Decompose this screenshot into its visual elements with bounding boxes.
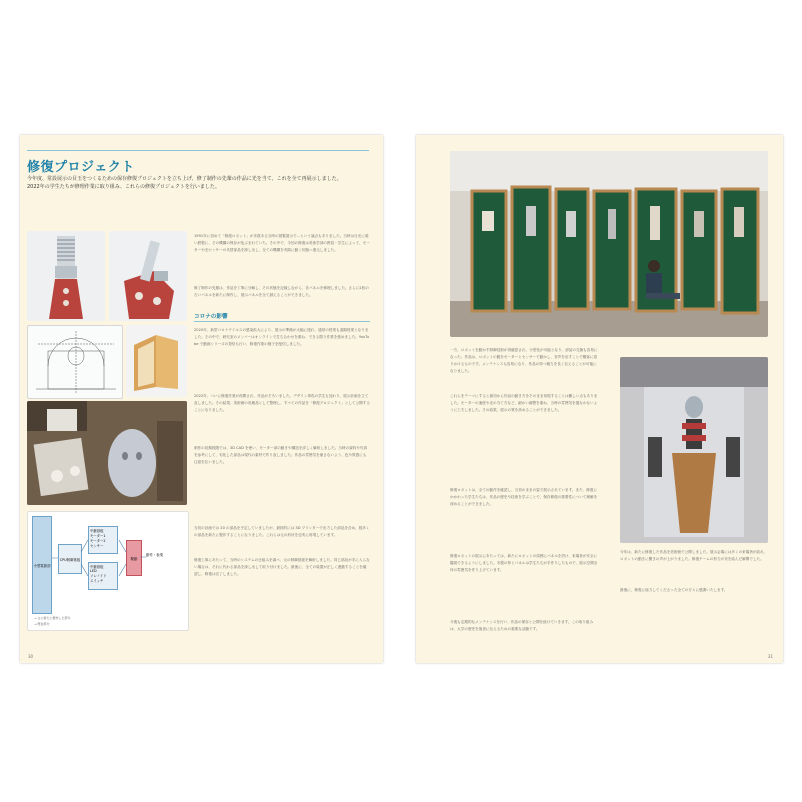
workshop-photo <box>27 401 187 505</box>
left-para-2: 修了制作の先輩は、作品を丁寧に分解し、その状態を記録しながら、各パネルを修理しました。さらに2枚の古いパネルを新たに制作し、展示パネルを全て揃えることができました。 <box>194 286 369 297</box>
relay2-title: 中継基板 <box>90 565 104 569</box>
right-page-number: 31 <box>767 654 773 659</box>
cad-robot-figure <box>27 231 105 321</box>
left-para-3: 2020年、新型コロナウイルスの感染拡大により、展示の準備が大幅に遅れ、通常の授業も遠隔授業となりました。その中で、研究室のメンバーはオンラインで打ち合わせを重ね、できる限り作業を進めました。YouTube で動画シリーズの発信も行い、修復作業の様子を配信しました。 <box>194 328 369 346</box>
cad-robot-angled-image <box>109 231 187 321</box>
panel-render-image <box>126 325 187 397</box>
right-para-7: 最後に、修復に協力してくださった全ての方々に感謝いたします。 <box>620 588 728 592</box>
technical-drawing-image <box>28 326 122 398</box>
left-para-4: 2022年、ついに修復作業が再開され、作品がそろいました。デザイン専攻の学生も加わり、展示計画を立て直しました。その結果、美術館の収蔵品として整理し、すべての作品を「修復プロジェクト」として公開することになりました。 <box>194 394 370 412</box>
right-para-3: 修復ロボットは、全ての動作を確認し、当初のままの姿で展示されています。また、修復にかかわった学生たちは、作品の歴史や技術を学ぶことで、保存修復の重要性について理解を深めることができました。 <box>450 488 598 506</box>
intro-text <box>27 175 347 191</box>
relay1-title: 中継基板 <box>90 529 104 533</box>
left-page <box>20 135 383 663</box>
section-rule <box>194 321 370 322</box>
section-heading: コロナの影響 <box>194 314 228 320</box>
right-para-5: 今後も定期的なメンテナンスを行い、作品の保存と公開を続けていきます。この取り組みは、大学の歴史を後世に伝えるための重要な活動です。 <box>450 620 594 631</box>
left-para-5: 制作の初期段階では、3D CAD を使い、モーター部の動きや構造を詳しく解析しました。当時の資料や写真を参考にして、劣化した部品は現代の素材で作り直しました。作品の雰囲気を崩さないよう、色や質感にも注意を払いました。 <box>194 446 368 464</box>
left-para-7: 修復工事にあたって、当時のシステムの仕組みを調べ、元の制御基板を解析しました。同じ部品が手に入らない場合は、それに代わる部品を探し出して取り付けました。最後に、全ての装置が正しく連動することを確認し、修復は完了しました。 <box>194 558 370 576</box>
left-para-1: 1991年に初めて「修復ロボット」が多数ある当時の展覧展示で…という論点もありました。当時は日光に弱い鉄製に、その機構の保存が危ぶまれていた。その中で、今回の修復は美術学部の教員・学生によって、モーターや光センサーの代替部品を探し出し、全ての機構を実際に動く状態へ復元しました。 <box>194 234 370 252</box>
diagram-box-drive: 駆動 <box>126 540 142 576</box>
workshop-photo-image <box>27 401 187 505</box>
legend-existing: → 既存部分 <box>34 622 50 626</box>
relay1-line2: モーター2 <box>90 539 106 543</box>
system-diagram <box>27 511 189 631</box>
legend-new: → 主に新たに製作した部分 <box>34 616 71 620</box>
page-title: 修復プロジェクト <box>27 160 135 175</box>
relay1-line1: モーター1 <box>90 534 106 538</box>
right-para-6: 今年は、新たに修復した作品を美術館で公開しました。展示会場には多くの来場者が訪れ、ロボットの動きに驚きの声が上がりました。修復チームの努力が実を結んだ瞬間でした。 <box>620 550 768 561</box>
robot-photo <box>620 357 768 543</box>
intro-line-1: 今年度、常設展示の目玉をつくるための保存修復プロジェクトを立ち上げ、修了制作の先輩の作品に光を当て、これを全て再展示しました。 <box>27 176 342 182</box>
relay2-line3: スイッチ <box>90 579 104 583</box>
robot-photo-image <box>620 357 768 543</box>
intro-line-2: 2022年の学生たちが修理作業に取り組み、これらの修復プロジェクトを行いました。 <box>27 184 220 190</box>
diagram-output-label: 動作・表現 <box>146 553 163 557</box>
relay2-line1: LED <box>90 569 97 573</box>
left-para-6: 当初の計画では 20 の部品を予定していましたが、最終的には 3D プリンターで出力した部品を含め、数多くの部品を新たに製作することになりました。これらは元の形状を忠実に再現しています。 <box>194 526 370 537</box>
diagram-arrows <box>28 512 188 630</box>
gallery-photo-image <box>450 151 768 337</box>
panel-render-figure <box>126 325 187 397</box>
diagram-box-cpu: CPU制御基板 <box>58 544 82 574</box>
relay1-line3: センサー <box>90 544 104 548</box>
right-para-2: これらをテーマにすると最初から作品の動き方をそのまま再現することは難しい点もありました。モーターの速度や光の当て方など、細かい調整を重ね、当時の雰囲気を損なわないように工夫しました。その結果、展示の質を高めることができました。 <box>450 394 598 412</box>
relay2-line2: ソレノイド <box>90 574 107 578</box>
right-page <box>416 135 783 663</box>
diagram-box-power: 小型電源部 <box>32 516 52 614</box>
cad-robot-image <box>27 231 105 321</box>
gallery-photo <box>450 151 768 337</box>
technical-drawing-figure <box>27 325 123 399</box>
cad-robot-angled-figure <box>109 231 187 321</box>
left-page-number: 30 <box>28 654 34 659</box>
title-rule <box>27 150 369 151</box>
right-para-1: 一方、ロボットを動かす制御技術が再確認され、小型化が可能となり、部品の交換も容易になった。作品は、ロボットの腕をモーターとセンサーで動かし、音声を出すことで観客に語りかけるものです。メンテナンスも容易になり、作品の持つ魅力を長く伝えることが可能になりました。 <box>450 348 598 373</box>
right-para-4: 修復ロボットの展示にあたっては、新たにロボットの周囲にパネルを設け、来場者が安全に鑑賞できるようにしました。木製の枠とパネルは学生たちが手作りしたもので、展示空間全体の雰囲気を作り上げています。 <box>450 554 598 572</box>
